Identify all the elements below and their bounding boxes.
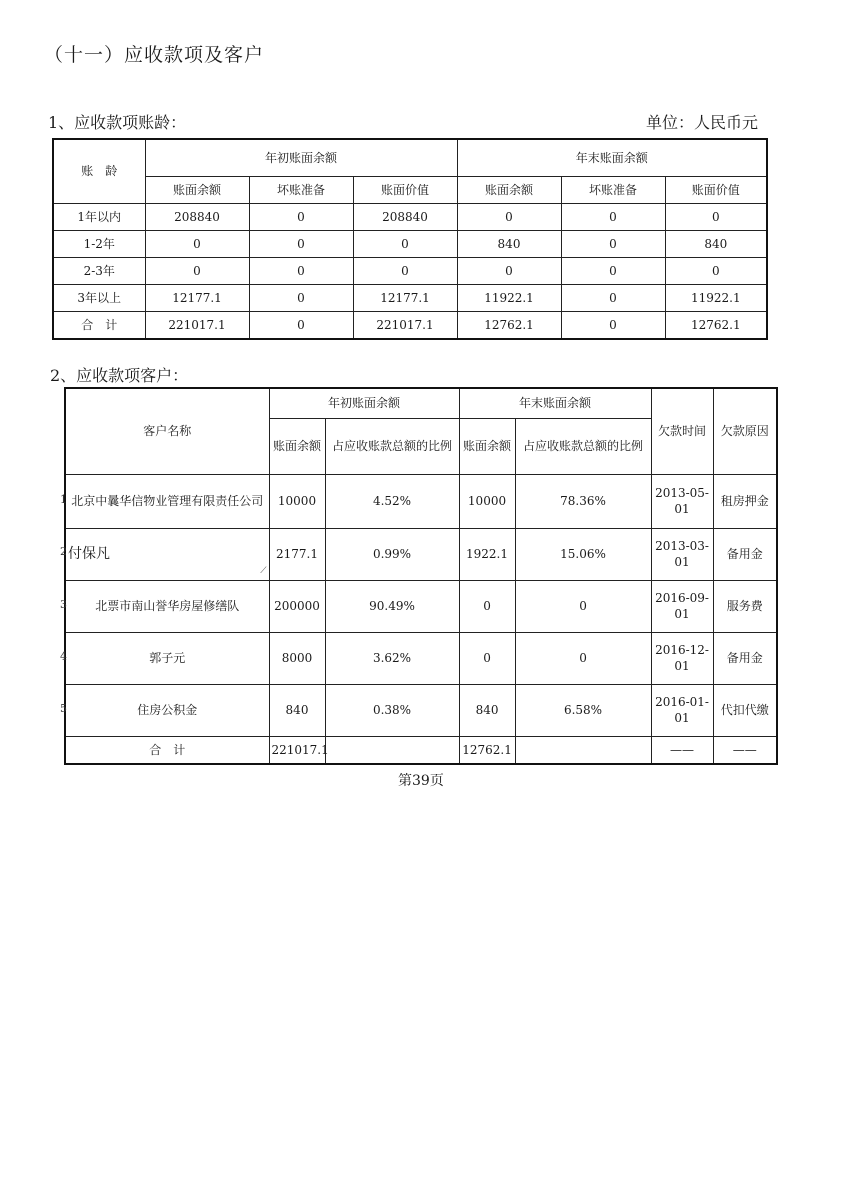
cell-value: 200000: [269, 580, 325, 632]
cell-value: [515, 736, 651, 764]
table-row: [65, 474, 777, 528]
cell-value: 11922.1: [457, 285, 561, 312]
cell-value: 0: [561, 231, 665, 258]
cell-value: 3.62%: [325, 632, 459, 684]
table-row: [53, 231, 767, 258]
cell-value: 2177.1: [269, 528, 325, 580]
cell-value: 840: [269, 684, 325, 736]
cell-value: 12177.1: [145, 285, 249, 312]
row-index: 2: [60, 544, 67, 558]
customer-table: [60, 387, 778, 765]
cell-value: 1922.1: [459, 528, 515, 580]
cell-value: 0: [515, 580, 651, 632]
customer-name-cell: [60, 580, 269, 632]
cell-value: 0: [249, 204, 353, 231]
cell-value: 208840: [353, 204, 457, 231]
cell-value: 0: [459, 632, 515, 684]
customer-name-cell: [60, 528, 269, 580]
cell-value: 12177.1: [353, 285, 457, 312]
table-row: [65, 580, 777, 632]
balance-header: 账面余额: [269, 418, 325, 474]
group-start-header: 年初账面余额: [145, 139, 457, 177]
age-label: 3年以上: [53, 285, 145, 312]
date-header: 欠款时间: [651, 388, 713, 474]
cell-value: 0: [249, 312, 353, 340]
customer-name-cell: [60, 632, 269, 684]
ratio-header: 占应收账款总额的比例: [325, 418, 459, 474]
row-index: 5: [60, 701, 67, 715]
cell-value: 0: [515, 632, 651, 684]
cell-value: 0: [145, 231, 249, 258]
cell-value: 221017.1: [145, 312, 249, 340]
cell-value: 2013-05-01: [651, 474, 713, 528]
resize-handle-icon: ⟋: [260, 566, 267, 577]
cell-value: 11922.1: [665, 285, 767, 312]
customer-header: 客户名称: [65, 388, 269, 474]
sub-header: 账面价值: [353, 177, 457, 204]
cell-value: 10000: [459, 474, 515, 528]
cell-value: 221017.1: [353, 312, 457, 340]
cell-value: 0: [249, 231, 353, 258]
total-row: [65, 736, 777, 764]
page-heading: （十一）应收款项及客户: [44, 44, 265, 66]
cell-value: ——: [713, 736, 777, 764]
sub-header: 坏账准备: [561, 177, 665, 204]
cell-value: 840: [665, 231, 767, 258]
sub-header: 账面余额: [457, 177, 561, 204]
age-label: 2-3年: [53, 258, 145, 285]
age-label: 1年以内: [53, 204, 145, 231]
customer-name: 郭子元: [149, 650, 186, 665]
cell-value: 租房押金: [713, 474, 777, 528]
cell-value: 15.06%: [515, 528, 651, 580]
cell-value: 备用金: [713, 632, 777, 684]
cell-value: 840: [457, 231, 561, 258]
row-index: 1: [60, 492, 67, 506]
cell-value: 12762.1: [665, 312, 767, 340]
cell-value: 0: [665, 204, 767, 231]
cell-value: 8000: [269, 632, 325, 684]
cell-value: 208840: [145, 204, 249, 231]
total-label: 合 计: [53, 312, 145, 340]
cell-value: [325, 736, 459, 764]
cell-value: 0.99%: [325, 528, 459, 580]
cell-value: 0: [249, 285, 353, 312]
table-row: [53, 285, 767, 312]
cell-value: 840: [459, 684, 515, 736]
customer-name-cell: [60, 474, 269, 528]
group-end-header: 年末账面余额: [457, 139, 767, 177]
table-row: [65, 528, 777, 580]
row-index: 4: [60, 649, 67, 663]
age-header: 账 龄: [53, 139, 145, 204]
section2-title: 2、应收款项客户：: [50, 366, 189, 385]
currency-unit: 单位：人民币元: [646, 113, 759, 132]
ratio-header: 占应收账款总额的比例: [515, 418, 651, 474]
cell-value: 0: [145, 258, 249, 285]
cell-value: 0.38%: [325, 684, 459, 736]
table-row: [65, 684, 777, 736]
aging-table: [52, 138, 768, 340]
cell-value: 2016-09-01: [651, 580, 713, 632]
group-start-header: 年初账面余额: [269, 388, 459, 418]
customer-name: 住房公积金: [137, 702, 198, 717]
balance-header: 账面余额: [459, 418, 515, 474]
table-row: [65, 632, 777, 684]
section1-title: 1、应收款项账龄：: [48, 113, 187, 132]
table-row: [53, 204, 767, 231]
page-number: 第39页: [398, 773, 444, 789]
cell-value: 0: [665, 258, 767, 285]
cell-value: 78.36%: [515, 474, 651, 528]
cell-value: 0: [457, 204, 561, 231]
cell-value: 0: [561, 204, 665, 231]
cell-value: 0: [353, 231, 457, 258]
customer-name: 北票市南山誉华房屋修缮队: [95, 598, 240, 613]
customer-name: 北京中曩华信物业管理有限责任公司: [71, 493, 264, 508]
cell-value: 221017.1: [269, 736, 325, 764]
cell-value: 0: [457, 258, 561, 285]
cell-value: 0: [249, 258, 353, 285]
cell-value: 10000: [269, 474, 325, 528]
cell-value: 2016-01-01: [651, 684, 713, 736]
sub-header: 坏账准备: [249, 177, 353, 204]
age-label: 1-2年: [53, 231, 145, 258]
cell-value: 0: [459, 580, 515, 632]
reason-header: 欠款原因: [713, 388, 777, 474]
total-row: [53, 312, 767, 340]
cell-value: 0: [353, 258, 457, 285]
row-index: 3: [60, 597, 67, 611]
sub-header: 账面余额: [145, 177, 249, 204]
cell-value: 服务费: [713, 580, 777, 632]
customer-name-cell: [60, 684, 269, 736]
cell-value: 0: [561, 312, 665, 340]
cell-value: 代扣代缴: [713, 684, 777, 736]
customer-name: 付保凡: [68, 545, 110, 562]
cell-value: 4.52%: [325, 474, 459, 528]
cell-value: 0: [561, 258, 665, 285]
cell-value: 2016-12-01: [651, 632, 713, 684]
cell-value: 2013-03-01: [651, 528, 713, 580]
cell-value: ——: [651, 736, 713, 764]
cell-value: 备用金: [713, 528, 777, 580]
group-end-header: 年末账面余额: [459, 388, 651, 418]
total-label: 合 计: [65, 736, 269, 764]
sub-header: 账面价值: [665, 177, 767, 204]
cell-value: 90.49%: [325, 580, 459, 632]
table-row: [53, 258, 767, 285]
cell-value: 0: [561, 285, 665, 312]
cell-value: 12762.1: [459, 736, 515, 764]
cell-value: 6.58%: [515, 684, 651, 736]
cell-value: 12762.1: [457, 312, 561, 340]
